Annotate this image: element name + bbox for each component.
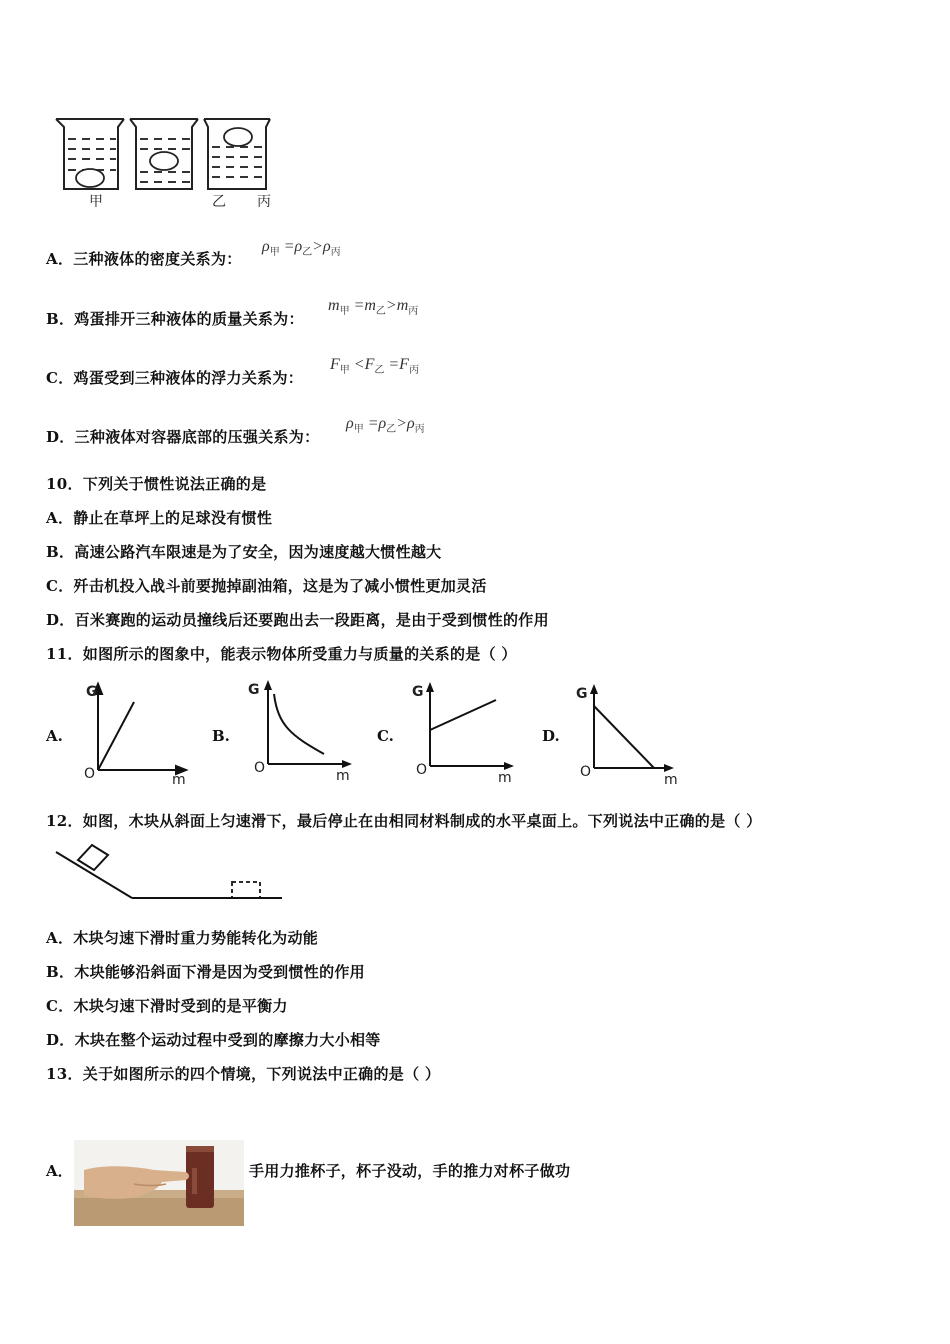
cup — [186, 1146, 214, 1208]
q12-option-b: B．木块能够沿斜面下滑是因为受到惯性的作用 — [46, 963, 365, 981]
q9-option-a: A．三种液体的密度关系为： — [46, 250, 242, 268]
q9-option-b-formula: $m_甲 =m_乙>m_丙$ — [328, 297, 419, 318]
egg-jia — [76, 169, 104, 187]
q13-option-a-text: 手用力推杯子，杯子没动，手的推力对杯子做功 — [249, 1162, 571, 1180]
q11-c-x: m — [498, 770, 512, 786]
q11-d-y: G — [576, 686, 588, 702]
q11-c-origin: O — [416, 762, 428, 778]
q13-option-a-label: A． — [46, 1162, 73, 1180]
q10-option-a: A．静止在草坪上的足球没有惯性 — [46, 509, 273, 527]
q11-a-x: m — [172, 772, 186, 788]
q9-option-d: D．三种液体对容器底部的压强关系为： — [46, 428, 320, 446]
q11-b-x: m — [336, 768, 350, 784]
q11-a-y: G — [86, 684, 98, 700]
q11-c-y: G — [412, 684, 424, 700]
egg-bing — [224, 128, 252, 146]
q11-b-y: G — [248, 682, 260, 698]
q12-option-c: C．木块匀速下滑时受到的是平衡力 — [46, 997, 288, 1015]
q9-option-b: B．鸡蛋排开三种液体的质量关系为： — [46, 310, 304, 328]
wood-block — [78, 845, 108, 870]
beakers-figure — [52, 115, 282, 210]
beaker-label-jia: 甲 — [89, 194, 103, 210]
q12-option-a: A．木块匀速下滑时重力势能转化为动能 — [46, 929, 319, 947]
q11-d-x: m — [664, 772, 678, 788]
q10-stem: 10．下列关于惯性说法正确的是 — [46, 475, 267, 493]
q9-option-c-formula: $F_甲 <F_乙 =F_丙$ — [330, 356, 419, 377]
q12-stem: 12．如图，木块从斜面上匀速滑下，最后停止在由相同材料制成的水平桌面上。下列说法中正确的是（ ） — [46, 812, 762, 830]
q11-graph-d-label: D. — [542, 727, 560, 745]
q11-a-origin: O — [84, 766, 96, 782]
q9-option-c: C．鸡蛋受到三种液体的浮力关系为： — [46, 369, 304, 387]
q11-graph-b-label: B. — [212, 727, 230, 745]
q11-d-origin: O — [580, 764, 592, 780]
beaker-label-bing: 丙 — [257, 194, 271, 210]
q10-option-d: D．百米赛跑的运动员撞线后还要跑出去一段距离，是由于受到惯性的作用 — [46, 611, 549, 629]
q11-stem: 11．如图所示的图象中，能表示物体所受重力与质量的关系的是（ ） — [46, 645, 517, 663]
q12-incline-figure — [50, 840, 290, 910]
q13-stem: 13．关于如图所示的四个情境，下列说法中正确的是（ ） — [46, 1065, 441, 1083]
q11-graph-c-label: C. — [377, 727, 394, 745]
q10-option-c: C．歼击机投入战斗前要抛掉副油箱，这是为了减小惯性更加灵活 — [46, 577, 487, 595]
wood-block-final — [232, 882, 260, 898]
q9-option-d-formula: $\rho_甲 =\rho_乙>\rho_丙$ — [346, 415, 425, 436]
q10-option-b: B．高速公路汽车限速是为了安全，因为速度越大惯性越大 — [46, 543, 442, 561]
egg-yi — [150, 152, 178, 170]
q12-option-d: D．木块在整个运动过程中受到的摩擦力大小相等 — [46, 1031, 381, 1049]
q11-graph-a-label: A. — [46, 727, 63, 745]
beaker-label-yi: 乙 — [212, 194, 226, 210]
q13-hand-cup-photo — [74, 1140, 244, 1226]
q11-b-origin: O — [254, 760, 266, 776]
q9-option-a-formula: $\rho_甲 =\rho_乙>\rho_丙$ — [262, 238, 341, 259]
